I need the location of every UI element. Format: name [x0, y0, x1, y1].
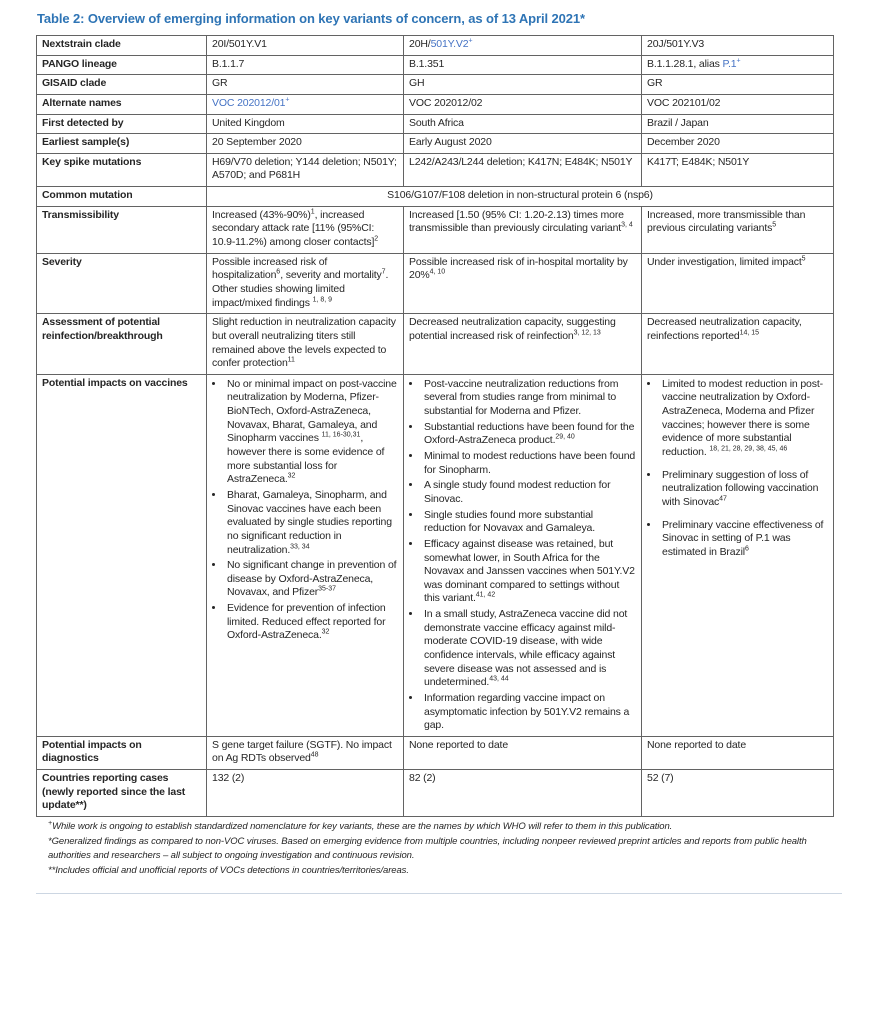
list-item: • Substantial reductions have been found for the Oxford-AstraZeneca product.$^{29, 40}$ [422, 421, 636, 448]
cell-alternate-v3: VOC 202101/02 [642, 94, 834, 114]
list-item: • Efficacy against disease was retained, but somewhat lower, in South Africa for the Novavax and Janssen vaccines when 501Y.V2 was dominant compared to settings without this variant.$^{41, 42}$ [422, 538, 636, 606]
cell-reinfection-v2: Decreased neutralization capacity, suggesting potential increased risk of reinfection$^{3, 12, 13}$ [404, 314, 642, 375]
cell-diagnostics-v2: None reported to date [404, 736, 642, 769]
list-item: • Preliminary suggestion of loss of neutralization following vaccination with Sinovac$^{47}$ [660, 469, 828, 510]
cell-vaccines-v3 [642, 374, 834, 736]
variants-table [36, 35, 834, 817]
cell-nextstrain-v3: 20J/501Y.V3 [642, 36, 834, 56]
row-label-reinfection: Assessment of potential reinfection/breakthrough [37, 314, 207, 375]
row-spike-mutations [37, 153, 834, 186]
cell-detected-v2: South Africa [404, 114, 642, 134]
row-label-transmissibility: Transmissibility [37, 206, 207, 253]
cell-reinfection-v1: Slight reduction in neutralization capacity but overall neutralizing titers still remained above the levels expected to confer protection$^{11}$ [207, 314, 404, 375]
row-label-earliest: Earliest sample(s) [37, 134, 207, 154]
row-transmissibility [37, 206, 834, 253]
cell-spike-v2: L242/A243/L244 deletion; K417N; E484K; N501Y [404, 153, 642, 186]
row-label-gisaid: GISAID clade [37, 75, 207, 95]
row-label-severity: Severity [37, 253, 207, 314]
row-label-spike: Key spike mutations [37, 153, 207, 186]
vaccines-v3-list [647, 378, 828, 560]
list-item: • No significant change in prevention of disease by Oxford-AstraZeneca, Novavax, and Pfizer$^{35-37}$ [225, 559, 398, 600]
list-item: • In a small study, AstraZeneca vaccine did not demonstrate vaccine efficacy against mild-moderate COVID-19 disease, with wide confidence intervals, while efficacy against severe disease was not assessed and is undetermined.$^{43, 44}$ [422, 608, 636, 690]
row-alternate-names [37, 94, 834, 114]
cell-alternate-v2: VOC 202012/02 [404, 94, 642, 114]
row-reinfection-assessment [37, 314, 834, 375]
list-item: • Bharat, Gamaleya, Sinopharm, and Sinovac vaccines have each been evaluated by single studies reporting no significant reduction in neutralization.$^{33, 34}$ [225, 489, 398, 557]
cell-gisaid-v2: GH [404, 75, 642, 95]
cell-transmissibility-v2: Increased [1.50 (95% CI: 1.20-2.13) times more transmissible than previously circulating variant$^{3, 4}$ [404, 206, 642, 253]
cell-common-merged: S106/G107/F108 deletion in non-structural protein 6 (nsp6) [207, 187, 834, 207]
cell-diagnostics-v3: None reported to date [642, 736, 834, 769]
list-item: • Preliminary vaccine effectiveness of Sinovac in setting of P.1 was estimated in Brazil$^6$ [660, 519, 828, 560]
list-item: • Evidence for prevention of infection limited. Reduced effect reported for Oxford-AstraZeneca.$^{32}$ [225, 602, 398, 643]
cell-vaccines-v1 [207, 374, 404, 736]
row-label-detected: First detected by [37, 114, 207, 134]
list-item: • A single study found modest reduction for Sinovac. [422, 479, 636, 506]
vaccines-v1-list [212, 378, 398, 643]
cell-countries-v2: 82 (2) [404, 770, 642, 817]
page-bottom-edge [36, 893, 842, 894]
cell-transmissibility-v3: Increased, more transmissible than previous circulating variants$^5$ [642, 206, 834, 253]
row-label-alternate: Alternate names [37, 94, 207, 114]
footnotes-block [48, 820, 842, 879]
footnote-includes-reports: **Includes official and unofficial reports of VOCs detections in countries/territories/areas. [48, 865, 409, 877]
row-first-detected [37, 114, 834, 134]
cell-nextstrain-v2: 20H/501Y.V2+ [404, 36, 642, 56]
cell-diagnostics-v1: S gene target failure (SGTF). No impact on Ag RDTs observed$^{48}$ [207, 736, 404, 769]
cell-severity-v3: Under investigation, limited impact$^5$ [642, 253, 834, 314]
cell-pango-v1: B.1.1.7 [207, 55, 404, 75]
row-label-pango: PANGO lineage [37, 55, 207, 75]
cell-gisaid-v3: GR [642, 75, 834, 95]
cell-reinfection-v3: Decreased neutralization capacity, reinfections reported$^{14, 15}$ [642, 314, 834, 375]
row-label-diagnostics: Potential impacts on diagnostics [37, 736, 207, 769]
row-pango-lineage [37, 55, 834, 75]
cell-detected-v1: United Kingdom [207, 114, 404, 134]
cell-pango-v3: B.1.1.28.1, alias P.1+ [642, 55, 834, 75]
row-label-vaccines: Potential impacts on vaccines [37, 374, 207, 736]
list-item: • Minimal to modest reductions have been found for Sinopharm. [422, 450, 636, 477]
cell-countries-v1: 132 (2) [207, 770, 404, 817]
cell-spike-v3: K417T; E484K; N501Y [642, 153, 834, 186]
cell-earliest-v1: 20 September 2020 [207, 134, 404, 154]
cell-transmissibility-v1: Increased $(43\%-90\%)^1$, increased secondary attack rate [11% (95%CI: 10.9-11.2%) among closer contacts]$^2$ [207, 206, 404, 253]
row-label-countries: Countries reporting cases (newly reported since the last update**) [37, 770, 207, 817]
cell-pango-v2: B.1.351 [404, 55, 642, 75]
list-item: • Single studies found more substantial reduction for Novavax and Gamaleya. [422, 509, 636, 536]
cell-gisaid-v1: GR [207, 75, 404, 95]
row-diagnostics-impacts [37, 736, 834, 769]
cell-earliest-v3: December 2020 [642, 134, 834, 154]
cell-severity-v1: Possible increased risk of hospitalization$^6$, severity and mortality$^7$. Other studies showing limited impact/mixed findings $^{1, 8, 9}$ [207, 253, 404, 314]
row-vaccine-impacts [37, 374, 834, 736]
row-severity [37, 253, 834, 314]
cell-countries-v3: 52 (7) [642, 770, 834, 817]
row-label-common: Common mutation [37, 187, 207, 207]
cell-alternate-v1: VOC 202012/01+ [207, 94, 404, 114]
list-item: • No or minimal impact on post-vaccine neutralization by Moderna, Pfizer-BioNTech, Oxford-AstraZeneca, Novavax, Bharat, Gamaleya, and Sinopharm vaccines $^{11, 16-30,31}$, however there is some evidence of more substantial loss for AstraZeneca.$^{32}$ [225, 378, 398, 487]
table-title: Table 2: Overview of emerging information on key variants of concern, as of 13 April 2021* [37, 11, 586, 26]
cell-detected-v3: Brazil / Japan [642, 114, 834, 134]
list-item: • Post-vaccine neutralization reductions from several from studies range from minimal to substantial for Moderna and Pfizer. [422, 378, 636, 419]
row-earliest-samples [37, 134, 834, 154]
cell-vaccines-v2 [404, 374, 642, 736]
cell-severity-v2: Possible increased risk of in-hospital mortality by 20%$^{4, 10}$ [404, 253, 642, 314]
cell-nextstrain-v1: 20I/501Y.V1 [207, 36, 404, 56]
row-countries-reporting [37, 770, 834, 817]
row-gisaid-clade [37, 75, 834, 95]
cell-spike-v1: H69/V70 deletion; Y144 deletion; N501Y; A570D; and P681H [207, 153, 404, 186]
row-common-mutation [37, 187, 834, 207]
footnote-nomenclature: +While work is ongoing to establish standardized nomenclature for key variants, these are the names by which WHO will refer to them in this publication. [48, 819, 673, 833]
list-item: • Information regarding vaccine impact on asymptomatic infection by 501Y.V2 remains a gap. [422, 692, 636, 733]
row-label-nextstrain: Nextstrain clade [37, 36, 207, 56]
row-nextstrain-clade [37, 36, 834, 56]
footnote-generalized-findings: *Generalized findings as compared to non-VOC viruses. Based on emerging evidence from multiple countries, including nonpeer reviewed preprint articles and reports from public health authorities and researchers – all subject to ongoing investigation and continuous revision. [48, 835, 807, 862]
cell-earliest-v2: Early August 2020 [404, 134, 642, 154]
vaccines-v2-list [409, 378, 636, 733]
list-item: • Limited to modest reduction in post-vaccine neutralization by Oxford-AstraZeneca, Moderna and Pfizer vaccines; however there is some evidence of more substantial reduction. $^{18, 21, 28, 29, 38, 45, 46}$ [660, 378, 828, 460]
